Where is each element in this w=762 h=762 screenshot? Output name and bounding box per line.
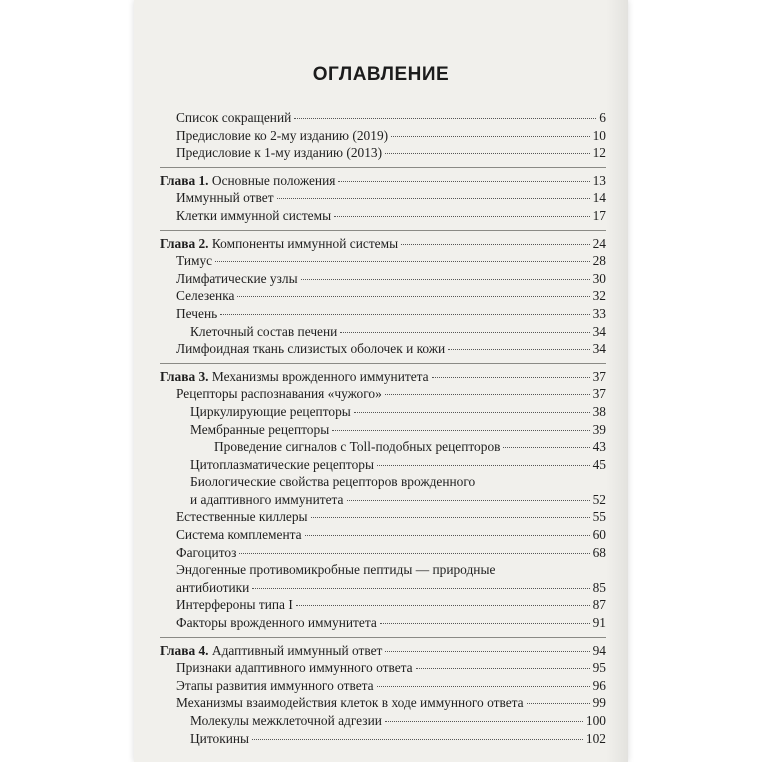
dot-leader: [277, 198, 590, 199]
chapter-title: Компоненты иммунной системы: [211, 235, 399, 251]
dot-leader: [385, 651, 589, 652]
dot-leader: [301, 279, 590, 280]
page-number: 17: [592, 207, 606, 223]
dot-leader: [385, 153, 590, 154]
dot-leader: [354, 412, 590, 413]
toc-entry-label: Признаки адаптивного иммунного ответа: [176, 660, 413, 676]
page-number: 91: [592, 615, 606, 631]
toc-entry[interactable]: [160, 596, 606, 614]
toc-entry-label: Факторы врожденного иммунитета: [176, 615, 377, 631]
dot-leader: [377, 465, 590, 466]
toc-entry[interactable]: [160, 340, 606, 358]
page-number: 102: [585, 730, 606, 746]
book-page: [134, 0, 628, 762]
toc-entry[interactable]: [160, 730, 606, 748]
dot-leader: [332, 430, 589, 431]
toc-entry[interactable]: [160, 127, 606, 145]
page-number: 6: [599, 110, 606, 125]
toc-entry-label: Мембранные рецепторы: [190, 421, 330, 437]
page-edge-shadow: [606, 0, 628, 762]
page-number: 14: [592, 190, 606, 206]
toc-entry[interactable]: [160, 544, 606, 562]
toc-entry[interactable]: [160, 270, 606, 288]
dot-leader: [220, 314, 589, 315]
page-number: 37: [592, 386, 606, 402]
toc-entry[interactable]: [160, 252, 606, 270]
toc-chapter-entry[interactable]: [160, 642, 606, 660]
chapter-separator: [160, 363, 606, 364]
page-number: 95: [592, 660, 606, 676]
toc-entry-label-line1: Биологические свойства рецепторов врожденного: [190, 474, 476, 490]
toc-entry-label: Лимфоидная ткань слизистых оболочек и кожи: [176, 341, 446, 357]
page-number: 60: [592, 527, 606, 543]
chapter-title: Механизмы врожденного иммунитета: [211, 368, 429, 384]
chapter-separator: [160, 167, 606, 168]
dot-leader: [311, 517, 590, 518]
toc-entry[interactable]: [160, 579, 606, 597]
dot-leader: [503, 447, 589, 448]
toc-entry[interactable]: [160, 614, 606, 632]
page-number: 34: [592, 323, 606, 339]
dot-leader: [385, 721, 583, 722]
page-number: 94: [592, 642, 606, 658]
toc-entry[interactable]: [160, 323, 606, 341]
page-number: 33: [592, 305, 606, 321]
chapter-separator: [160, 637, 606, 638]
toc-entry-label-line1: Эндогенные противомикробные пептиды — природные: [176, 562, 496, 578]
page-number: 52: [592, 491, 606, 507]
toc-entry[interactable]: [160, 385, 606, 403]
dot-leader: [377, 686, 590, 687]
toc-entry-label: Циркулирующие рецепторы: [190, 403, 351, 419]
toc-entry[interactable]: [160, 109, 606, 127]
toc-entry[interactable]: [160, 491, 606, 509]
toc-entry-label: Лимфатические узлы: [176, 270, 298, 286]
toc-entry[interactable]: [160, 659, 606, 677]
toc-entry-label: Клеточный состав печени: [190, 323, 338, 339]
dot-leader: [385, 394, 590, 395]
page-number: 43: [592, 439, 606, 455]
toc-entry-label: [160, 235, 398, 253]
page-number: 10: [592, 127, 606, 143]
page-number: 38: [592, 403, 606, 419]
toc-entry[interactable]: [160, 438, 606, 456]
toc-entry-label: Фагоцитоз: [176, 544, 237, 560]
page-number: 96: [592, 677, 606, 693]
toc-entry[interactable]: [160, 403, 606, 421]
dot-leader: [340, 332, 589, 333]
page-number: 13: [592, 172, 606, 188]
toc-entry[interactable]: [160, 456, 606, 474]
page-number: 39: [592, 421, 606, 437]
toc-entry-label: Рецепторы распознавания «чужого»: [176, 386, 382, 402]
toc-entry-label: [160, 172, 335, 190]
chapter-number: Глава 3.: [160, 368, 209, 384]
page-number: 99: [592, 695, 606, 711]
toc-entry[interactable]: [160, 189, 606, 207]
toc-entry-label: Проведение сигналов с Toll-подобных рецепторов: [214, 439, 501, 455]
dot-leader: [527, 703, 590, 704]
dot-leader: [448, 349, 589, 350]
toc-entry[interactable]: [160, 421, 606, 439]
page-number: 55: [592, 509, 606, 525]
page-number: 24: [592, 235, 606, 251]
toc-entry[interactable]: [160, 694, 606, 712]
toc-entry[interactable]: [160, 677, 606, 695]
dot-leader: [215, 261, 589, 262]
toc-entry-label: Печень: [176, 305, 218, 321]
page-number: 85: [592, 579, 606, 595]
page-number: 32: [592, 288, 606, 304]
toc-entry[interactable]: [160, 712, 606, 730]
page-number: 34: [592, 341, 606, 357]
dot-leader: [380, 623, 590, 624]
dot-leader: [296, 605, 590, 606]
toc-entry-label: Естественные киллеры: [176, 509, 308, 525]
toc-entry[interactable]: [160, 144, 606, 162]
page-number: 100: [585, 713, 606, 728]
toc-entry-label: Список сокращений: [176, 110, 292, 125]
dot-leader: [432, 377, 590, 378]
toc-title: ОГЛАВЛЕНИЕ: [312, 64, 450, 85]
chapter-number: Глава 4.: [160, 642, 209, 658]
toc-entry[interactable]: [160, 207, 606, 225]
toc-entry-label: Система комплемента: [176, 527, 302, 543]
dot-leader: [252, 739, 583, 740]
chapter-separator: [160, 230, 606, 231]
page-number: 37: [592, 368, 606, 384]
page-number: 12: [592, 145, 606, 161]
dot-leader: [252, 588, 589, 589]
page-number: 87: [592, 597, 606, 613]
toc-entry-label: Предисловие к 1-му изданию (2013): [176, 145, 383, 161]
page-number: 45: [592, 456, 606, 472]
dot-leader: [237, 296, 589, 297]
toc-entry-label: Цитоплазматические рецепторы: [190, 456, 374, 472]
page-number: 68: [592, 544, 606, 560]
toc-entry[interactable]: [160, 526, 606, 544]
toc-entry-label: Этапы развития иммунного ответа: [176, 677, 374, 693]
dot-leader: [338, 181, 589, 182]
chapter-title: Основные положения: [211, 172, 336, 188]
toc-entry-label: Цитокины: [190, 730, 250, 746]
toc-entry-label: [160, 642, 382, 660]
chapter-title: Адаптивный иммунный ответ: [211, 642, 383, 658]
toc-chapter-entry[interactable]: [160, 235, 606, 253]
toc-entry-label: Селезенка: [176, 288, 235, 304]
dot-leader: [401, 244, 590, 245]
toc-entry-label: Предисловие ко 2-му изданию (2019): [176, 127, 389, 143]
toc-entry-label: Клетки иммунной системы: [176, 207, 332, 223]
toc-entry[interactable]: [160, 287, 606, 305]
toc-entry-label: Иммунный ответ: [176, 190, 274, 206]
dot-leader: [416, 668, 590, 669]
dot-leader: [305, 535, 590, 536]
page-number: 30: [592, 270, 606, 286]
toc-entry-label: Механизмы взаимодействия клеток в ходе иммунного ответа: [176, 695, 524, 711]
toc-entry[interactable]: [160, 508, 606, 526]
toc-entry-label: Интерфероны типа I: [176, 597, 293, 613]
chapter-number: Глава 1.: [160, 172, 209, 188]
toc-entry[interactable]: [160, 305, 606, 323]
toc-chapter-entry[interactable]: [160, 368, 606, 386]
toc-entry-label: Молекулы межклеточной адгезии: [190, 713, 382, 728]
dot-leader: [239, 553, 589, 554]
toc-entry-label: [160, 368, 429, 386]
dot-leader: [294, 118, 596, 119]
toc-entry-label: Тимус: [176, 253, 213, 269]
page-number: 28: [592, 253, 606, 269]
chapter-number: Глава 2.: [160, 235, 209, 251]
toc-chapter-entry[interactable]: [160, 172, 606, 190]
dot-leader: [334, 216, 590, 217]
table-of-contents: [160, 109, 606, 747]
toc-entry-label: антибиотики: [176, 579, 250, 595]
dot-leader: [347, 500, 590, 501]
toc-entry-label: и адаптивного иммунитета: [190, 491, 344, 507]
dot-leader: [391, 136, 590, 137]
